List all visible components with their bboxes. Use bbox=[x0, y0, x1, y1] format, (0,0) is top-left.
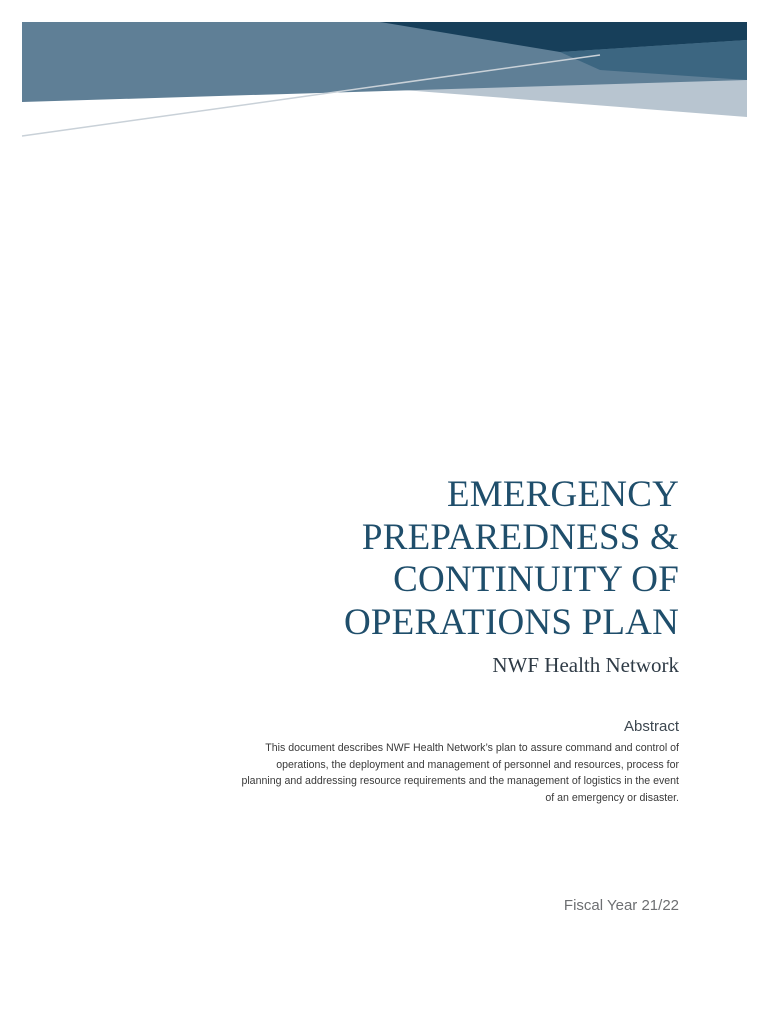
abstract-line: operations, the deployment and management of personnel and resources, process for bbox=[276, 758, 679, 771]
abstract-line: of an emergency or disaster. bbox=[545, 791, 679, 804]
abstract-line: planning and addressing resource requirements and the management of logistics in the event bbox=[241, 775, 679, 787]
title-line: OPERATIONS PLAN bbox=[343, 601, 679, 643]
abstract-line: This document describes NWF Health Network’s plan to assure command and control of bbox=[265, 742, 679, 754]
title-line: CONTINUITY OF bbox=[393, 559, 679, 600]
fiscal-year-label: Fiscal Year 21/22 bbox=[563, 897, 679, 914]
document-subtitle: NWF Health Network bbox=[492, 653, 679, 677]
header-banner-graphic bbox=[0, 0, 770, 150]
title-line: PREPAREDNESS & bbox=[361, 516, 679, 558]
abstract-body bbox=[159, 740, 679, 806]
abstract-heading: Abstract bbox=[623, 718, 679, 735]
document-title bbox=[259, 474, 679, 644]
title-line: EMERGENCY bbox=[446, 474, 679, 515]
